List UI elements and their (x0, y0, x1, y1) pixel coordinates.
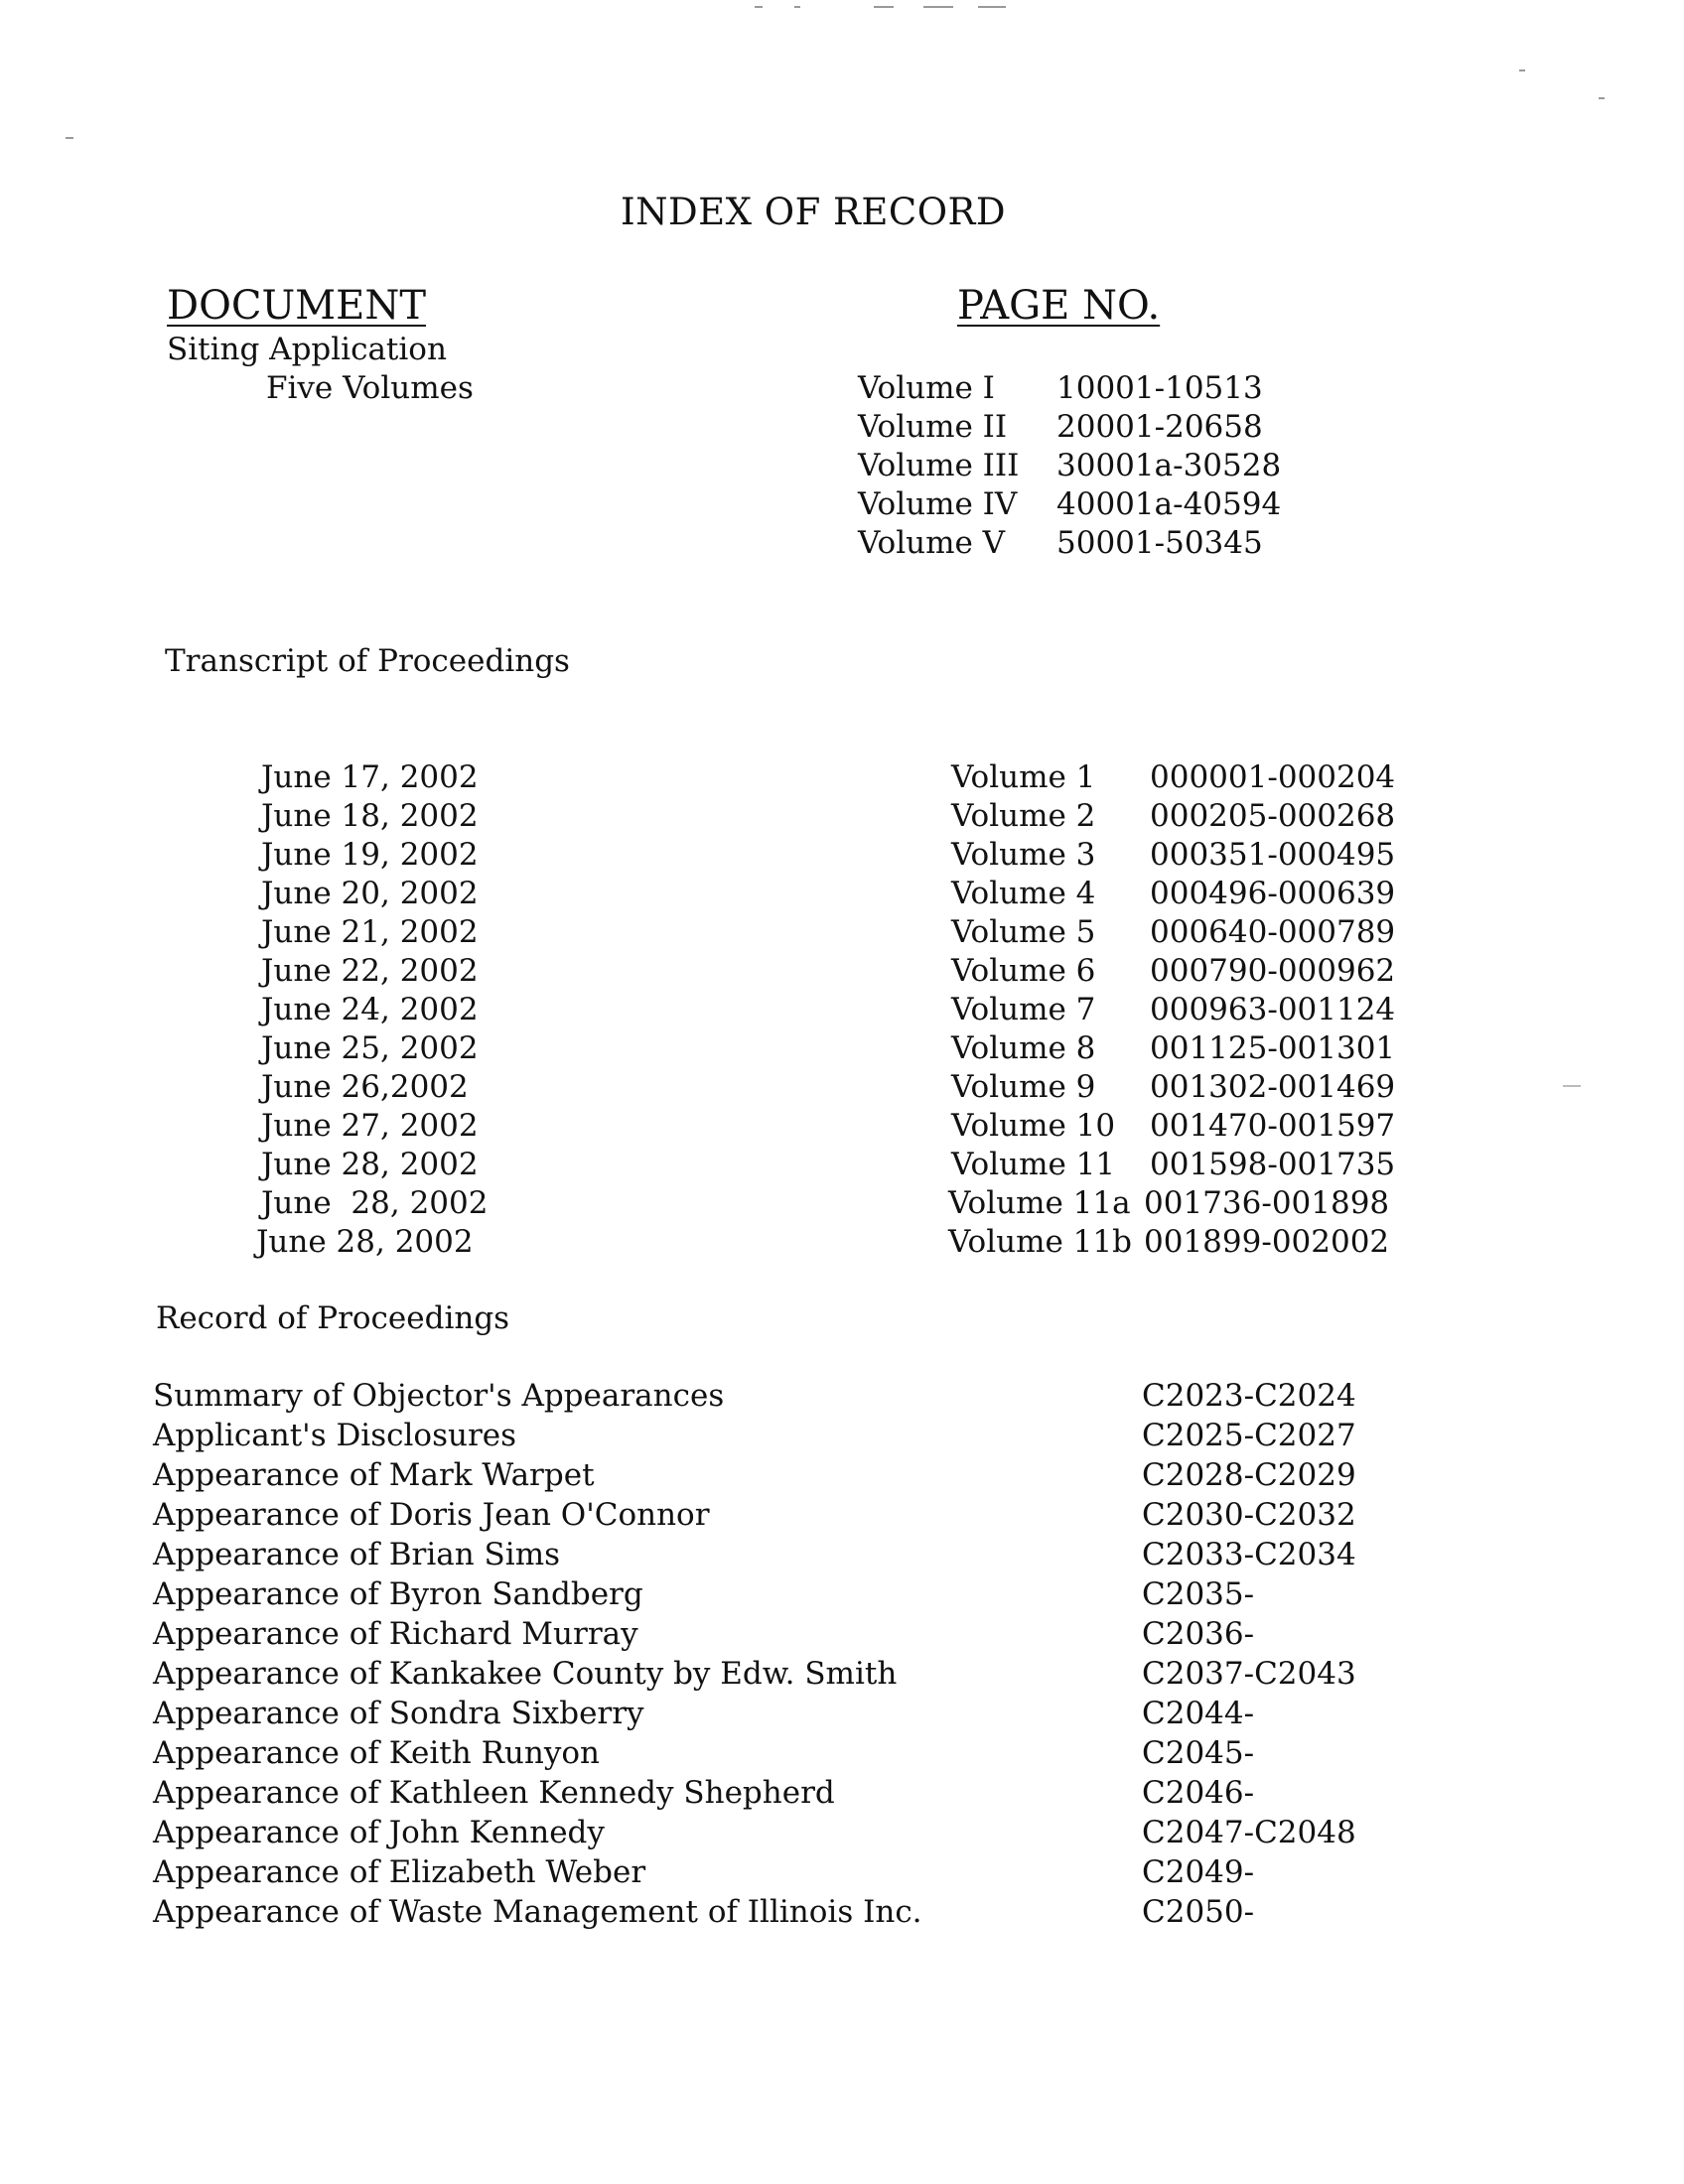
transcript-row (0, 1030, 1684, 1069)
record-row (0, 1418, 1684, 1456)
scan-speck (66, 137, 73, 139)
transcript-date: June 24, 2002 (261, 992, 479, 1027)
transcript-row (0, 798, 1684, 837)
volume-label: Volume 11 (951, 1147, 1116, 1182)
transcript-section-label: Transcript of Proceedings (165, 643, 570, 679)
page-range: 20001-20658 (1056, 409, 1263, 445)
record-row (0, 1537, 1684, 1575)
record-row (0, 1378, 1684, 1417)
record-document: Appearance of Richard Murray (153, 1616, 638, 1652)
record-row (0, 1854, 1684, 1893)
page-range: 10001-10513 (1056, 370, 1263, 406)
record-document: Applicant's Disclosures (153, 1418, 517, 1453)
page-range: 001470-001597 (1150, 1108, 1396, 1144)
page-range: 000001-000204 (1150, 759, 1396, 795)
transcript-date: June 22, 2002 (261, 953, 479, 989)
volume-label: Volume 10 (951, 1108, 1116, 1144)
record-document: Appearance of Waste Management of Illinois Inc. (153, 1894, 922, 1930)
page-range: 000205-000268 (1150, 798, 1396, 834)
transcript-row (0, 914, 1684, 953)
five-volumes-label: Five Volumes (266, 370, 474, 406)
transcript-row (0, 1147, 1684, 1185)
siting-application-label: Siting Application (167, 332, 447, 367)
scan-speck (755, 6, 763, 8)
transcript-date: June 17, 2002 (261, 759, 479, 795)
record-row (0, 1815, 1684, 1853)
page-range: 000963-001124 (1150, 992, 1396, 1027)
page-range: C2046- (1142, 1775, 1255, 1811)
page-range: 50001-50345 (1056, 525, 1263, 561)
page-range: C2037-C2043 (1142, 1656, 1356, 1692)
transcript-row (0, 1069, 1684, 1108)
volume-label: Volume 5 (951, 914, 1096, 950)
page-range: 000790-000962 (1150, 953, 1396, 989)
volume-label: Volume II (858, 409, 1008, 445)
transcript-row (0, 759, 1684, 798)
volume-label: Volume V (858, 525, 1006, 561)
record-row (0, 1576, 1684, 1615)
page-range: C2050- (1142, 1894, 1255, 1930)
record-row (0, 1735, 1684, 1774)
page-range: 000351-000495 (1150, 837, 1396, 873)
record-document: Appearance of John Kennedy (153, 1815, 605, 1850)
volume-label: Volume 4 (951, 876, 1096, 911)
page-range: C2023-C2024 (1142, 1378, 1356, 1414)
volume-label: Volume 6 (951, 953, 1096, 989)
volume-label: Volume 8 (951, 1030, 1096, 1066)
transcript-date: June 28, 2002 (261, 1147, 479, 1182)
scan-speck (874, 6, 894, 8)
record-document: Appearance of Elizabeth Weber (153, 1854, 646, 1890)
volume-label: Volume III (858, 448, 1020, 483)
record-row (0, 1775, 1684, 1814)
page-range: 000496-000639 (1150, 876, 1396, 911)
record-document: Appearance of Kathleen Kennedy Shepherd (153, 1775, 835, 1811)
transcript-date: June 26,2002 (261, 1069, 469, 1105)
record-row (0, 1656, 1684, 1695)
record-document: Appearance of Byron Sandberg (153, 1576, 643, 1612)
transcript-date: June 20, 2002 (261, 876, 479, 911)
transcript-date: June 28, 2002 (256, 1224, 474, 1260)
record-document: Appearance of Kankakee County by Edw. Smith (153, 1656, 898, 1692)
page-range: 001302-001469 (1150, 1069, 1396, 1105)
transcript-date: June 27, 2002 (261, 1108, 479, 1144)
record-document: Appearance of Keith Runyon (153, 1735, 600, 1771)
volume-label: Volume 3 (951, 837, 1096, 873)
page-title: INDEX OF RECORD (621, 191, 1007, 233)
volume-label: Volume IV (858, 486, 1018, 522)
volume-label: Volume 11b (948, 1224, 1132, 1260)
page-range: C2049- (1142, 1854, 1255, 1890)
record-row (0, 1457, 1684, 1496)
transcript-row (0, 953, 1684, 992)
transcript-date: June 19, 2002 (261, 837, 479, 873)
page-range: C2044- (1142, 1696, 1255, 1731)
transcript-row (0, 1108, 1684, 1147)
page-range: C2030-C2032 (1142, 1497, 1356, 1533)
transcript-date: June 21, 2002 (261, 914, 479, 950)
page-range: 001736-001898 (1144, 1185, 1390, 1221)
volume-label: Volume 9 (951, 1069, 1096, 1105)
transcript-row (0, 1185, 1684, 1224)
record-document: Appearance of Doris Jean O'Connor (153, 1497, 710, 1533)
page-range: 000640-000789 (1150, 914, 1396, 950)
scan-speck (978, 6, 1006, 8)
transcript-row (0, 837, 1684, 876)
volume-label: Volume I (858, 370, 995, 406)
page-range: C2028-C2029 (1142, 1457, 1356, 1493)
page-range: 001125-001301 (1150, 1030, 1396, 1066)
volume-label: Volume 2 (951, 798, 1096, 834)
volume-label: Volume 1 (951, 759, 1096, 795)
scan-speck (1519, 69, 1525, 71)
document-column-header: DOCUMENT (167, 283, 427, 329)
scan-speck (923, 6, 953, 8)
transcript-date: June 18, 2002 (261, 798, 479, 834)
record-document: Summary of Objector's Appearances (153, 1378, 725, 1414)
page-range: 30001a-30528 (1056, 448, 1282, 483)
record-row (0, 1894, 1684, 1933)
record-document: Appearance of Sondra Sixberry (153, 1696, 644, 1731)
transcript-row (0, 992, 1684, 1030)
page-range: C2036- (1142, 1616, 1255, 1652)
page-range: 40001a-40594 (1056, 486, 1282, 522)
volume-label: Volume 11a (948, 1185, 1131, 1221)
transcript-row (0, 876, 1684, 914)
record-row (0, 1696, 1684, 1734)
transcript-row (0, 1224, 1684, 1263)
record-row (0, 1616, 1684, 1655)
page-range: 001598-001735 (1150, 1147, 1396, 1182)
record-document: Appearance of Mark Warpet (153, 1457, 595, 1493)
page-range: 001899-002002 (1144, 1224, 1390, 1260)
page-range: C2045- (1142, 1735, 1255, 1771)
page-no-column-header: PAGE NO. (957, 283, 1161, 329)
record-document: Appearance of Brian Sims (153, 1537, 560, 1572)
record-section-label: Record of Proceedings (156, 1300, 510, 1336)
page-range: C2033-C2034 (1142, 1537, 1356, 1572)
volume-label: Volume 7 (951, 992, 1096, 1027)
record-row (0, 1497, 1684, 1536)
transcript-date: June 28, 2002 (261, 1185, 489, 1221)
scan-speck (1599, 97, 1605, 99)
page-range: C2025-C2027 (1142, 1418, 1356, 1453)
scan-speck (794, 6, 800, 8)
transcript-date: June 25, 2002 (261, 1030, 479, 1066)
page-range: C2047-C2048 (1142, 1815, 1356, 1850)
page-range: C2035- (1142, 1576, 1255, 1612)
